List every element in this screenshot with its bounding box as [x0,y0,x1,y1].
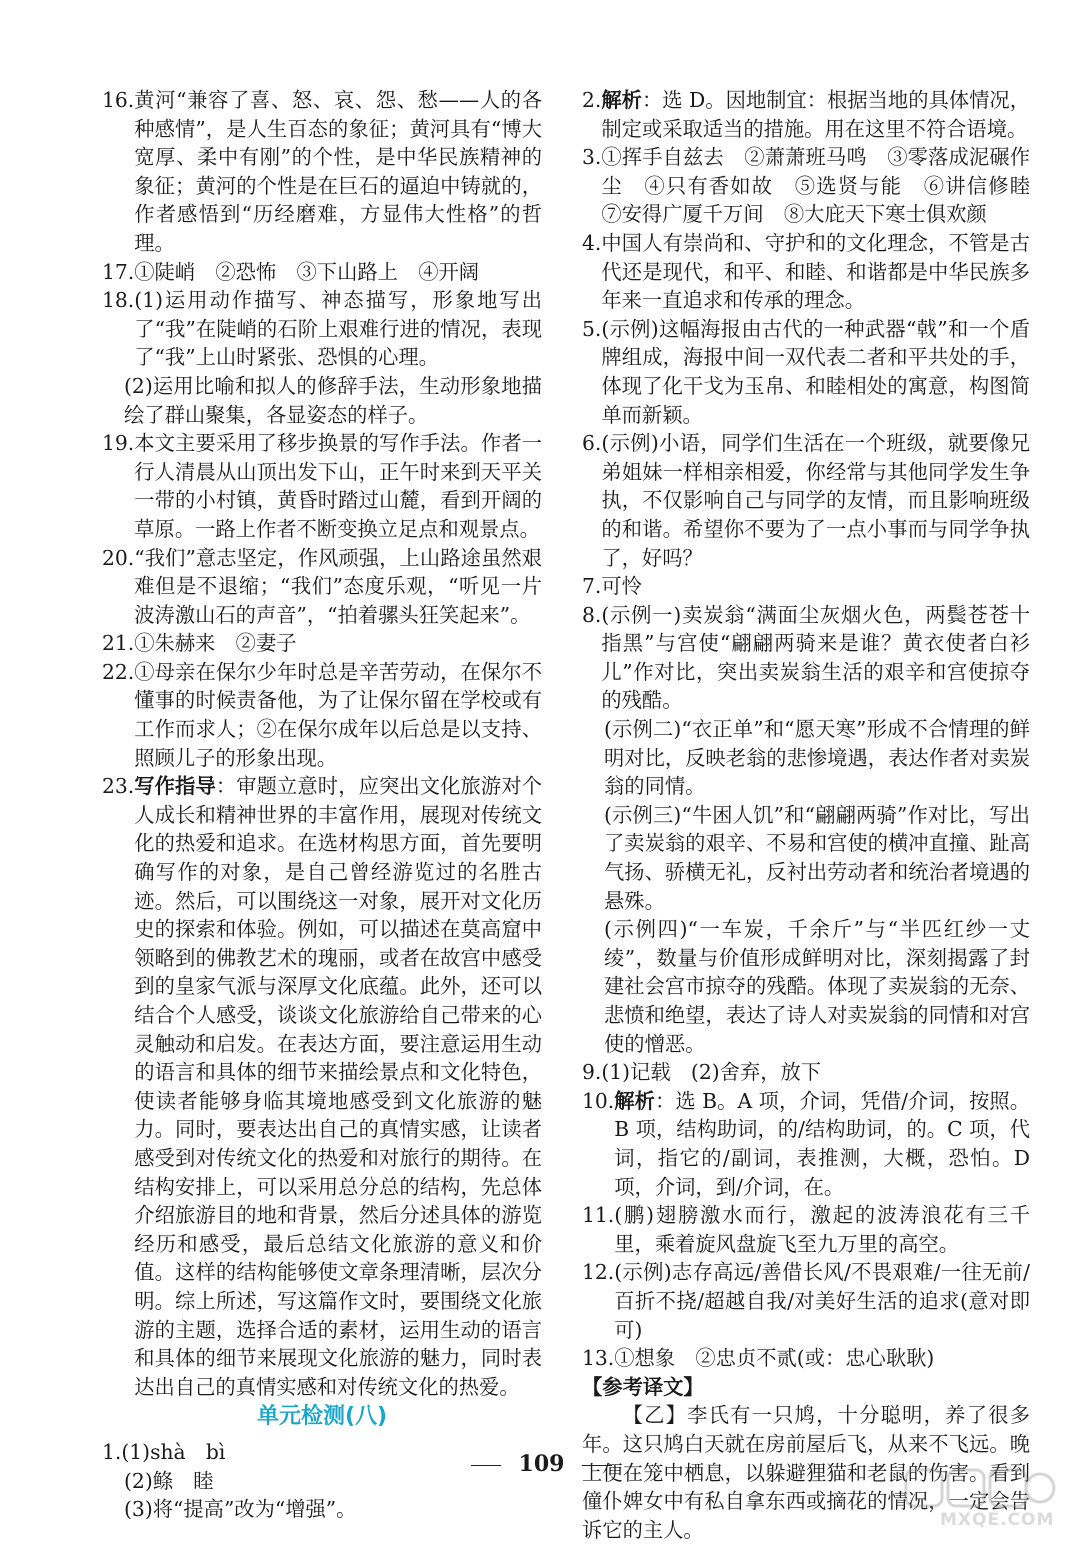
answer-text [614,1087,1030,1201]
answer-18-part2: (2)运用比喻和拟人的修辞手法，生动形象地描绘了群山聚集，各显姿态的样子。 [124,373,542,427]
answer-text: (1)记载 (2)舍弃，放下 [601,1060,822,1085]
watermark-text: MXQE.COM [940,1510,1055,1530]
question-number: 5. [582,316,602,341]
answer-text: ①挥手自兹去 ②萧萧班马鸣 ③零落成泥碾作尘 ④只有香如故 ⑤选贤与能 ⑥讲信修睦 ⑦安得广厦千万间 ⑧大庇天下寒士俱欢颜 [601,145,1051,227]
footer-dash-right [582,1465,612,1466]
unit-answer-12 [582,1258,1030,1344]
unit-answer-1-part3: (3)将“提高”改为“增强”。 [124,1497,357,1522]
unit-answer-8-example4: (示例四)“一车炭，千余斤”与“半匹红纱一丈绫”，数量与价值形成鲜明对比，深刻揭露了封建社会宫市掠夺的残酷。体现了卖炭翁的无奈、悲愤和绝望，表达了诗人对卖炭翁的同情和对宫使的憎恶。 [604,917,1030,1056]
question-number: 18. [102,288,135,313]
answer-text: (示例)志存高远/善借长风/不畏艰难/一往无前/百折不挠/超越自我/对美好生活的追求(意对即可) [614,1260,1030,1342]
writing-guide-text: ：审题立意时，应突出文化旅游对个人成长和精神世界的丰富作用，展现对传统文化的热爱和追求。在选材构思方面，首先要明确写作的对象，是自己曾经游览过的名胜古迹。然后，可以围绕这一对象，展开对文化历史的探索和体验。例如，可以描述在莫高窟中领略到的佛教艺术的瑰丽，或者在故宫中感受到的皇家气派与深厚文化底蕴。此外，还可以结合个人感受，谈谈文化旅游给自己带来的心灵触动和启发。在表达方面，要注意运用生动的语言和具体的细节来描绘景点和文化特色，使读者能够身临其境地感受到文化旅游的魅力。同时，要表达出自己的真情实感，让读者感受到对传统文化的热爱和对旅行的期待。在结构安排上，可以采用总分总的结构，先总体介绍旅游目的地和背景，然后分述具体的游览经历和感受，最后总结文化旅游的意义和价值。这样的结构能够使文章条理清晰，层次分明。综上所述，写这篇作文时，要围绕文化旅游的主题，选择合适的素材，运用生动的语言和具体的细节来展现文化旅游的魅力，同时表达出自己的真情实感和对传统文化的热爱。 [134,774,542,1399]
answer-text: ①陡峭 ②恐怖 ③下山路上 ④开阔 [134,259,480,284]
unit-answer-8-example3: (示例三)“牛困人饥”和“翩翩两骑”作对比，写出了卖炭翁的艰辛、不易和宫使的横冲直撞、趾高气扬、骄横无礼，反衬出劳动者和统治者境遇的悬殊。 [604,802,1030,913]
question-number: 7. [582,574,602,599]
answer-text: (1)shà bì [121,1439,226,1464]
left-column [102,86,542,1524]
answer-text: (示例)小语，同学们生活在一个班级，就要像兄弟姐妹一样相亲相爱，你经常与其他同学发生争执，不仅影响自己与同学的友情，而且影响班级的和谐。希望你不要为了一点小事而与同学争执了，好吗？ [601,431,1030,570]
answer-text: (示例)这幅海报由古代的一种武器“戟”和一个盾牌组成，海报中间一双代表二者和平共处的手，体现了化干戈为玉帛、和睦相处的寓意，构图简单而新颖。 [601,316,1030,427]
unit-answer-3 [582,143,1051,229]
answer-text: (1)运用动作描写、神态描写，形象地写出了“我”在陡峭的石阶上艰难行进的情况，表现了“我”上山时紧张、恐惧的心理。 [134,288,542,370]
question-number: 20. [102,545,135,570]
section-title: 单元检测(八) [256,1404,388,1430]
question-number: 10. [582,1088,615,1113]
answer-16 [102,86,542,258]
answer-text: 本文主要采用了移步换景的写作手法。作者一行人清晨从山顶出发下山，正午时来到天平关一带的小村镇，黄昏时踏过山麓，看到开阔的草原。一路上作者不断变换立足点和观景点。 [134,431,542,541]
answer-text: ①想象 ②忠贞不贰(或：忠心耿耿) [614,1346,935,1371]
question-number: 1. [102,1439,122,1464]
analysis-text: ：选 B。A 项，介词，凭借/介词，按照。B 项，结构助词，的/结构助词，的。C 项，代词，指它的/副词，表推测，大概，恐怕。D 项，介词，到/介词，在。 [614,1088,1030,1199]
question-number: 12. [582,1260,615,1285]
unit-answer-2 [582,86,1030,143]
answer-18 [102,286,542,372]
analysis-label: 解析 [614,1088,655,1113]
answer-text [134,772,542,1401]
reference-translation-text: 【乙】李氏有一只鸠，十分聪明，养了很多年。这只鸠白天就在房前屋后飞，从来不飞远。晚上便在笼中栖息，以躲避狸猫和老鼠的伤害。看到僮仆婢女中有私自拿东西或摘花的情况，一定会告诉它的主人。 [582,1403,1030,1542]
unit-answer-13 [582,1344,1030,1373]
question-number: 13. [582,1346,615,1371]
page-number: 109 [518,1451,565,1477]
question-number: 4. [582,230,602,255]
question-number: 3. [582,145,602,170]
answer-text: 中国人有崇尚和、守护和的文化理念，不管是古代还是现代，和平、和睦、和谐都是中华民族多年来一直追求和传承的理念。 [601,230,1030,313]
question-number: 2. [582,88,602,112]
question-number: 23. [102,774,135,799]
answer-22 [102,658,542,772]
question-number: 22. [102,659,135,684]
answer-text: ①母亲在保尔少年时总是辛苦劳动，在保尔不懂事的时候责备他，为了让保尔留在学校或有工作而求人；②在保尔成年以后总是以支持、照顾儿子的形象出现。 [134,659,542,770]
answer-text: 可怜 [601,574,642,599]
writing-guide-label: 写作指导 [134,774,216,799]
answer-text: (示例一)卖炭翁“满面尘灰烟火色，两鬓苍苍十指黑”与宫使“翩翩两骑来是谁？黄衣使者白衫儿”作对比，突出卖炭翁生活的艰辛和宫使掠夺的残酷。 [601,602,1030,713]
answer-17 [102,258,542,287]
page-footer [0,1451,1083,1477]
question-number: 11. [582,1203,615,1228]
unit-answer-8 [582,601,1030,715]
unit-answer-9 [582,1058,1030,1087]
question-number: 17. [102,259,135,284]
question-number: 21. [102,631,135,656]
footer-dash-left [471,1465,501,1466]
analysis-text: ：选 D。因地制宜：根据当地的具体情况，制定或采取适当的措施。用在这里不符合语境。 [601,88,1030,141]
unit-answer-8-example2: (示例二)“衣正单”和“愿天寒”形成不合情理的鲜明对比，反映老翁的悲惨境遇，表达作者对卖炭翁的同情。 [604,717,1030,799]
answer-23 [102,772,542,1401]
answer-text: “我们”意志坚定，作风顽强，上山路途虽然艰难但是不退缩；“我们”态度乐观，“听见一片波涛激山石的声音”，“拍着骡头狂笑起来”。 [134,545,542,627]
reference-translation-title: 【参考译文】 [582,1374,704,1399]
unit-answer-7 [582,572,1030,601]
answer-text: 黄河“兼容了喜、怒、哀、怨、愁——人的各种感情”，是人生百态的象征；黄河具有“博大宽厚、柔中有刚”的个性，是中华民族精神的象征；黄河的个性是在巨石的逼迫中铸就的，作者感悟到“历经磨难，方显伟大性格”的哲理。 [134,88,542,255]
unit-answer-10 [582,1087,1030,1201]
answer-19 [102,429,542,543]
answer-21 [102,629,542,658]
answer-text [601,86,1030,143]
right-column [582,86,1051,1544]
answer-text: ①朱赫来 ②妻子 [134,631,297,656]
unit-answer-1-part2: (2)鲦 睦 [124,1468,214,1493]
answer-text: (鹏)翅膀激水而行，激起的波涛浪花有三千里，乘着旋风盘旋飞至九万里的高空。 [614,1203,1030,1256]
unit-answer-5 [582,315,1030,429]
analysis-label: 解析 [601,88,642,112]
question-number: 9. [582,1060,602,1085]
question-number: 6. [582,431,602,456]
answer-20 [102,544,542,630]
question-number: 8. [582,602,602,627]
unit-answer-4 [582,229,1030,315]
question-number: 16. [102,88,135,112]
question-number: 19. [102,431,135,456]
unit-answer-11 [582,1201,1030,1258]
unit-answer-6 [582,429,1030,572]
